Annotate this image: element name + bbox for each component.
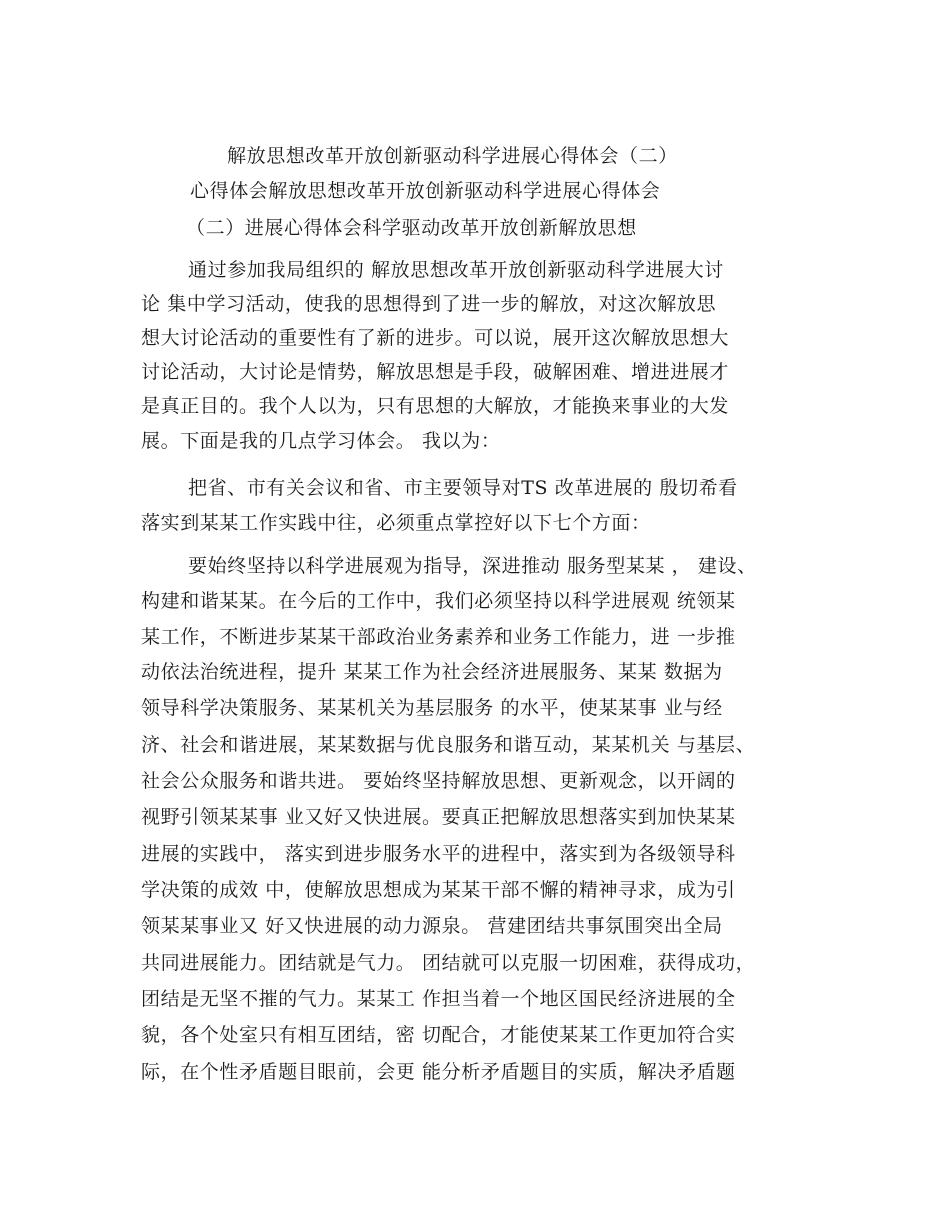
body-line-8: 落实到某某工作实践中往，必须重点掌控好以下七个方面： [141, 512, 651, 534]
body-line-12: 动依法治统进程，提升 某某工作为社会经济进展服务、某某 数据为 [141, 661, 723, 683]
body-line-19: 领某某事业又 好又快进展的动力源泉。 营建团结共事氛围突出全局 [141, 915, 723, 937]
body-line-17: 进展的实践中， 落实到进步服务水平的进程中，落实到为各级领导科 [141, 843, 736, 865]
body-line-11: 某工作，不断进步某某干部政治业务素养和业务工作能力，进 一步推 [141, 626, 736, 648]
body-line-2: 论 集中学习活动，使我的思想得到了进一步的解放，对这次解放思 [141, 293, 717, 315]
body-line-21: 团结是无坚不摧的气力。某某工 作担当着一个地区国民经济进展的全 [141, 988, 736, 1010]
title-line-3: （二）进展心得体会科学驱动改革开放创新解放思想 [186, 217, 637, 239]
body-line-18: 学决策的成效 中，使解放思想成为某某干部不懈的精神寻求，成为引 [141, 879, 736, 901]
body-line-5: 是真正目的。我个人以为，只有思想的大解放，才能换来事业的大发 [141, 395, 730, 417]
body-line-15: 社会公众服务和谐共进。 要始终坚持解放思想、更新观念，以开阔的 [141, 770, 736, 792]
body-line-20: 共同进展能力。团结就是气力。 团结就可以克服一切困难，获得成功， [141, 952, 756, 974]
title-line-1: 解放思想改革开放创新驱动科学进展心得体会（二） [227, 145, 678, 167]
body-line-6: 展。下面是我的几点学习体会。 我以为： [141, 430, 501, 452]
body-line-13: 领导科学决策服务、某某机关为基层服务 的水平，使某某事 业与经 [141, 697, 723, 719]
body-line-4: 讨论活动，大讨论是情势，解放思想是手段，破解困难、增进进展才 [141, 361, 730, 383]
body-line-3: 想大讨论活动的重要性有了新的进步。可以说，展开这次解放思想大 [141, 327, 730, 349]
body-line-23: 际，在个性矛盾题目眼前，会更 能分析矛盾题目的实质，解决矛盾题 [141, 1061, 736, 1083]
body-line-10: 构建和谐某某。在今后的工作中，我们必须坚持以科学进展观 统领某 [141, 590, 736, 612]
title-line-2: 心得体会解放思想改革开放创新驱动科学进展心得体会 [190, 180, 661, 202]
body-line-9: 要始终坚持以科学进展观为指导，深进推动 服务型某某 ， 建设、 [188, 555, 757, 577]
body-line-22: 貌，各个处室只有相互团结，密 切配合，才能使某某工作更加符合实 [141, 1024, 736, 1046]
body-line-14: 济、社会和谐进展，某某数据与优良服务和谐互动，某某机关 与基层、 [141, 734, 756, 756]
body-line-7: 把省、市有关会议和省、市主要领导对TS 改革进展的 殷切希看 [188, 477, 738, 499]
body-line-16: 视野引领某某事 业又好又快进展。要真正把解放思想落实到加快某某 [141, 806, 736, 828]
body-line-1: 通过参加我局组织的 解放思想改革开放创新驱动科学进展大讨 [188, 259, 724, 281]
